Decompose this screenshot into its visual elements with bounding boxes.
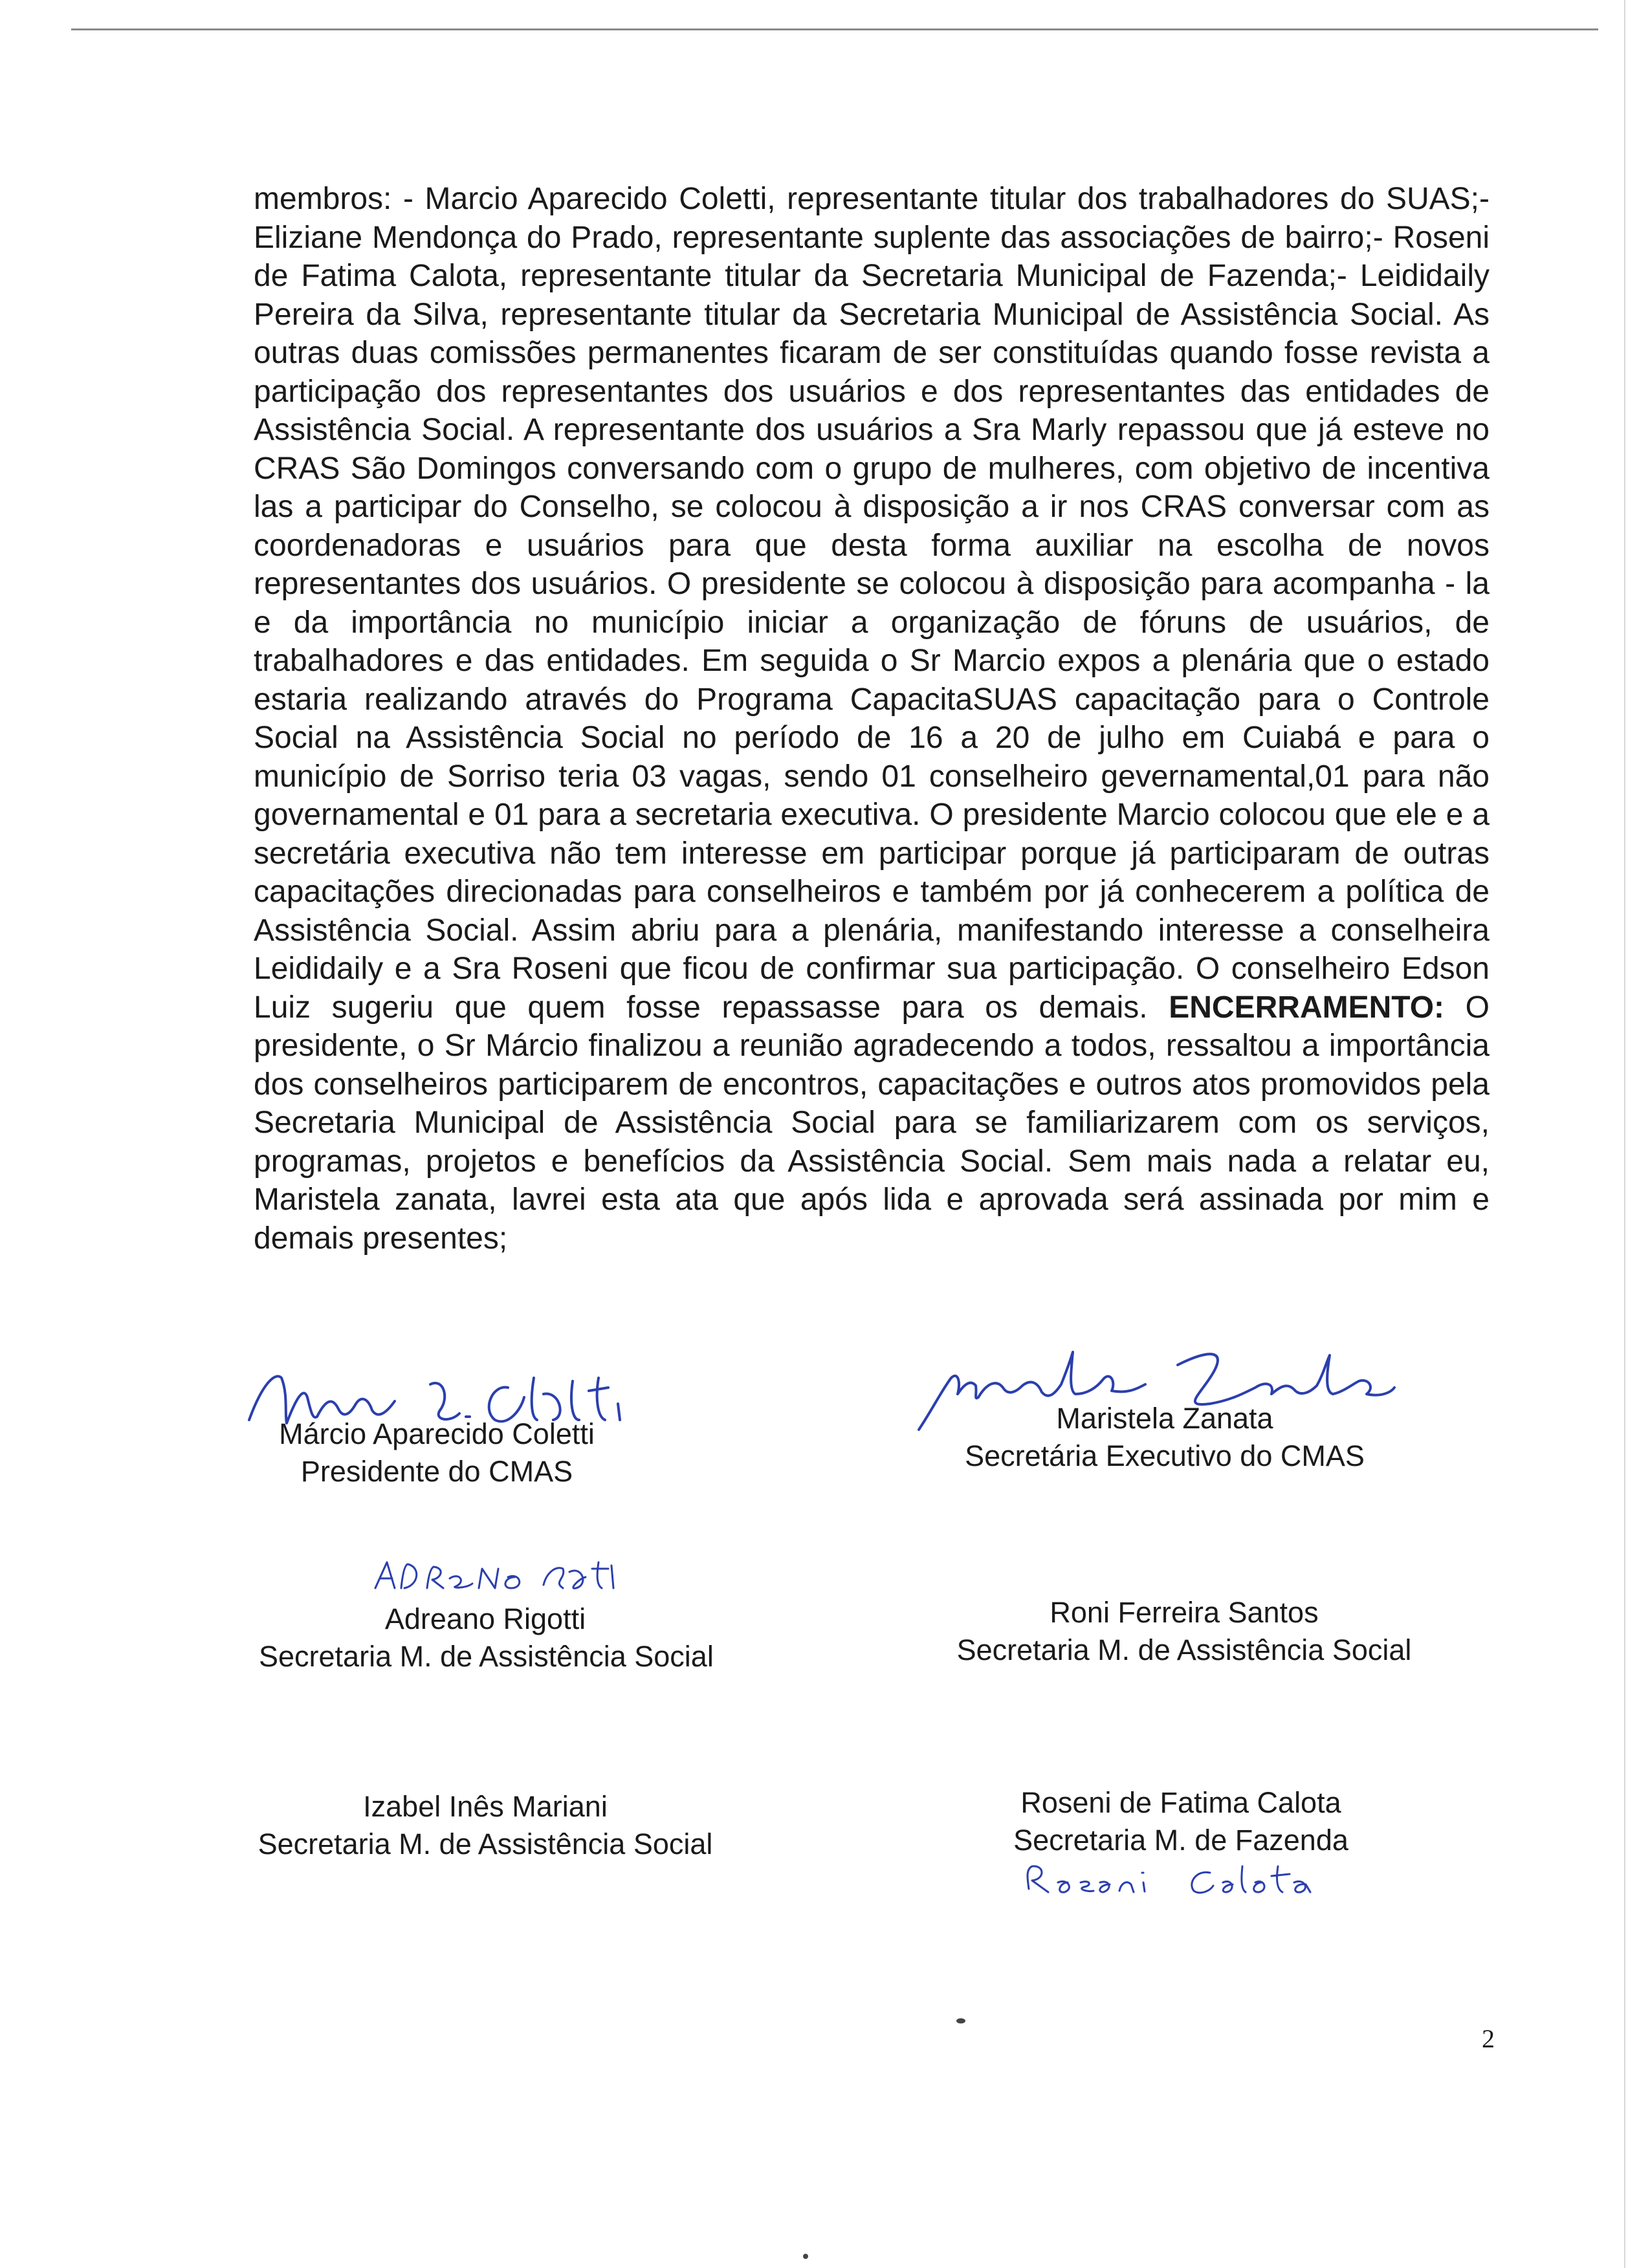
minutes-paragraph <box>254 180 1490 1258</box>
minutes-text-part2: O presidente, o Sr Márcio finalizou a reunião agradecendo a todos, ressaltou a importância dos conselheiros participarem de encontros, capacitações e outros atos promovidos pela Secretaria Municipal de Assistência Social para se familiarizarem com os serviços, programas, projetos e benefícios da Assistência Social. Sem mais nada a relatar eu, Maristela zanata, lavrei esta ata que após lida e aprovada será assinada por mim e demais presentes; <box>254 990 1490 1256</box>
handwritten-signature-rigotti <box>369 1553 628 1598</box>
signer-name: Roseni de Fatima Calota <box>1020 1786 1341 1819</box>
top-edge-rule <box>71 28 1598 30</box>
signature-block-rigotti <box>259 1600 712 1675</box>
signature-block-calota <box>951 1784 1411 1859</box>
signature-block-santos <box>951 1594 1417 1669</box>
signer-role: Secretaria M. de Assistência Social <box>956 1633 1412 1666</box>
signer-role: Secretaria M. de Assistência Social <box>259 1640 714 1673</box>
page-edge <box>1624 0 1625 2268</box>
signature-block-coletti <box>246 1415 628 1490</box>
signer-name: Maristela Zanata <box>1056 1402 1273 1435</box>
signer-role: Secretária Executivo do CMAS <box>965 1439 1365 1472</box>
signer-name: Izabel Inês Mariani <box>363 1790 608 1823</box>
scan-speck <box>956 2018 965 2023</box>
signer-name: Adreano Rigotti <box>384 1602 586 1635</box>
handwritten-signature-calota <box>1016 1853 1378 1905</box>
minutes-text-part1: membros: - Marcio Aparecido Coletti, representante titular dos trabalhadores do SUAS;- Eliziane Mendonça do Prado, representante suplente das associações de bairro;- Roseni de Fatima Calota, representante titular da Secretaria Municipal de Fazenda;- Leididaily Pereira da Silva, representante titular da Secretaria Municipal de Assistência Social. As outras duas comissões permanentes ficaram de ser constituídas quando fosse revista a participação dos representantes dos usuários e dos representantes das entidades de Assistência Social. A representante dos usuários a Sra Marly repassou que já esteve no CRAS São Domingos conversando com o grupo de mulheres, com objetivo de incentiva las a participar do Conselho, se colocou à disposição a ir nos CRAS conversar com as coordenadoras e usuários para que desta forma auxiliar na escolha de novos representantes dos usuários. O presidente se colocou à disposição para acompanha - la e da importância no município iniciar a organização de fóruns de usuários, de trabalhadores e das entidades. Em seguida o Sr Marcio expos a plenária que o estado estaria realizando através do Programa CapacitaSUAS capacitação para o Controle Social na Assistência Social no período de 16 a 20 de julho em Cuiabá e para o município de Sorriso teria 03 vagas, sendo 01 conselheiro gevernamental,01 para não governamental e 01 para a secretaria executiva. O presidente Marcio colocou que ele e a secretária executiva não tem interesse em participar porque já participaram de outras capacitações direcionadas para conselheiros e também por já conhecerem a política de Assistência Social. Assim abriu para a plenária, manifestando interesse a conselheira Leididaily e a Sra Roseni que ficou de confirmar sua participação. O conselheiro Edson Luiz sugeriu que quem fosse repassasse para os demais. <box>254 182 1490 1025</box>
scan-speck <box>803 2254 808 2259</box>
signature-block-mariani <box>246 1788 725 1863</box>
signer-name: Márcio Aparecido Coletti <box>279 1417 595 1450</box>
page-number: 2 <box>1482 2024 1495 2053</box>
closing-heading: ENCERRAMENTO: <box>1169 990 1445 1025</box>
signature-block-zanata <box>932 1400 1398 1475</box>
signer-role: Presidente do CMAS <box>300 1455 573 1488</box>
signer-role: Secretaria M. de Fazenda <box>1013 1824 1348 1857</box>
signer-name: Roni Ferreira Santos <box>1050 1596 1319 1629</box>
signer-role: Secretaria M. de Assistência Social <box>258 1827 713 1860</box>
